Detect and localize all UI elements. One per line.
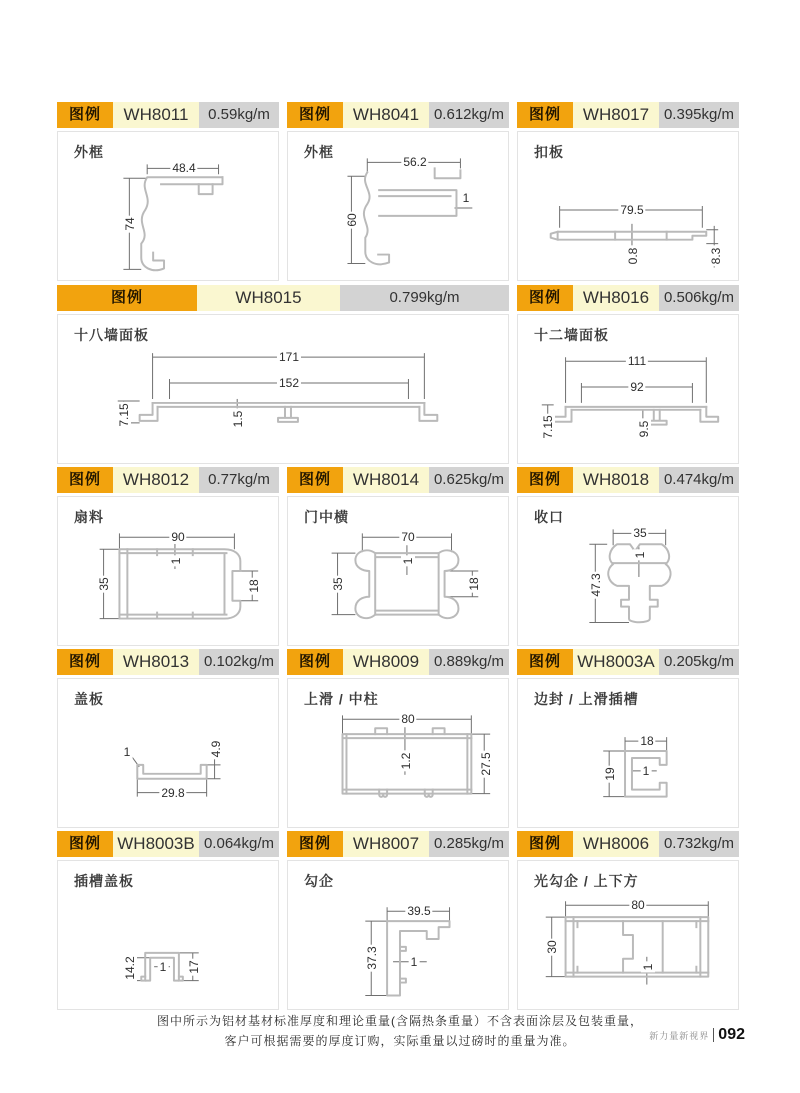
profile-card-wh8013 — [57, 649, 279, 828]
model-number: WH8014 — [343, 467, 429, 493]
legend-badge: 图例 — [57, 102, 113, 128]
legend-badge: 图例 — [517, 102, 573, 128]
profile-name: 门中横 — [304, 509, 349, 525]
profile-drawing — [518, 679, 738, 827]
model-number: WH8009 — [343, 649, 429, 675]
legend-badge: 图例 — [517, 467, 573, 493]
model-number: WH8041 — [343, 102, 429, 128]
profile-name: 扇料 — [74, 509, 104, 525]
dim-height: 19 — [603, 767, 617, 781]
brand-divider — [713, 1028, 714, 1042]
model-number: WH8006 — [573, 831, 659, 857]
dim-height: 7.15 — [541, 415, 555, 439]
card-header — [517, 831, 739, 857]
model-number: WH8015 — [197, 285, 340, 311]
weight-value: 0.799kg/m — [340, 285, 509, 311]
card-body — [517, 131, 739, 281]
model-number: WH8007 — [343, 831, 429, 857]
dim-thickness: 1 — [641, 963, 655, 971]
profile-drawing — [288, 861, 508, 1009]
profile-name: 外框 — [74, 144, 104, 160]
profile-card-wh8016 — [517, 285, 739, 464]
weight-value: 0.474kg/m — [659, 467, 739, 493]
dim-height: 4.9 — [209, 740, 223, 758]
card-header — [517, 649, 739, 675]
footer-note-line2: 客户可根据需要的厚度订购，实际重量以过磅时的重量为准。 — [224, 1034, 576, 1048]
dim-width-inner: 152 — [278, 376, 300, 390]
legend-badge: 图例 — [57, 285, 197, 311]
profile-card-wh8003b — [57, 831, 279, 1010]
weight-value: 0.064kg/m — [199, 831, 279, 857]
weight-value: 0.506kg/m — [659, 285, 739, 311]
profile-name: 十二墙面板 — [534, 327, 609, 343]
card-header — [517, 285, 739, 311]
card-header — [517, 467, 739, 493]
dim-thickness: 1 — [159, 960, 167, 974]
card-body — [57, 678, 279, 828]
dim-thickness: 1 — [410, 955, 418, 969]
card-header — [57, 285, 509, 311]
model-number: WH8013 — [113, 649, 199, 675]
model-number: WH8003B — [113, 831, 199, 857]
weight-value: 0.889kg/m — [429, 649, 509, 675]
dim-groove: 18 — [247, 579, 261, 593]
dim-width: 39.5 — [407, 904, 431, 918]
legend-badge: 图例 — [517, 285, 573, 311]
profile-drawing — [58, 861, 278, 1009]
weight-value: 0.732kg/m — [659, 831, 739, 857]
weight-value: 0.285kg/m — [429, 831, 509, 857]
dim-width: 35 — [633, 526, 647, 540]
legend-badge: 图例 — [57, 649, 113, 675]
card-header — [57, 649, 279, 675]
dim-thickness: 1 — [169, 557, 183, 565]
dim-height: 60 — [345, 213, 359, 227]
profile-card-wh8003a — [517, 649, 739, 828]
profile-card-wh8006 — [517, 831, 739, 1010]
profile-drawing — [288, 497, 508, 645]
dim-width: 18 — [640, 734, 654, 748]
dim-height: 35 — [97, 577, 111, 591]
card-body — [287, 860, 509, 1010]
dim-height: 8.3 — [709, 247, 723, 265]
profile-card-wh8017 — [517, 102, 739, 281]
dim-thickness: 1.5 — [231, 410, 245, 428]
card-body — [287, 131, 509, 281]
card-body — [287, 496, 509, 646]
dim-thickness: 0.8 — [626, 247, 640, 265]
profile-card-wh8012 — [57, 467, 279, 646]
weight-value: 0.205kg/m — [659, 649, 739, 675]
legend-badge: 图例 — [517, 831, 573, 857]
profile-drawing — [518, 497, 738, 645]
model-number: WH8018 — [573, 467, 659, 493]
legend-badge: 图例 — [287, 467, 343, 493]
dim-thickness: 1.2 — [399, 752, 413, 770]
dim-height-inner: 14.2 — [123, 956, 137, 980]
dim-height: 27.5 — [479, 752, 493, 776]
dim-width: 70 — [401, 530, 415, 544]
model-number: WH8011 — [113, 102, 199, 128]
profile-drawing — [288, 679, 508, 827]
dim-thickness: 1 — [633, 551, 647, 559]
card-body — [517, 860, 739, 1010]
card-header — [287, 831, 509, 857]
brand-name: 新力量新视界 — [649, 1030, 710, 1041]
card-header — [287, 649, 509, 675]
dim-height: 7.15 — [117, 403, 131, 427]
profile-name: 外框 — [304, 144, 334, 160]
dim-stem: 9.5 — [637, 420, 651, 438]
legend-badge: 图例 — [287, 102, 343, 128]
profile-name: 盖板 — [74, 691, 104, 707]
profile-name: 扣板 — [534, 144, 564, 160]
card-header — [287, 102, 509, 128]
profile-name: 上滑 / 中柱 — [304, 691, 379, 707]
profile-name: 勾企 — [304, 873, 334, 889]
profile-name: 收口 — [534, 509, 564, 525]
weight-value: 0.59kg/m — [199, 102, 279, 128]
dim-thickness: 1 — [642, 764, 650, 778]
card-header — [57, 831, 279, 857]
profile-card-wh8011 — [57, 102, 279, 281]
profile-card-wh8015 — [57, 285, 509, 464]
profile-name: 光勾企 / 上下方 — [534, 873, 639, 889]
card-body — [287, 678, 509, 828]
card-body — [517, 678, 739, 828]
model-number: WH8003A — [573, 649, 659, 675]
card-header — [287, 467, 509, 493]
weight-value: 0.395kg/m — [659, 102, 739, 128]
profile-drawing — [58, 497, 278, 645]
dim-height: 74 — [123, 217, 137, 231]
weight-value: 0.612kg/m — [429, 102, 509, 128]
dim-thickness: 1 — [123, 745, 131, 759]
model-number: WH8017 — [573, 102, 659, 128]
profile-card-wh8041 — [287, 102, 509, 281]
dim-width: 79.5 — [620, 203, 644, 217]
dim-width: 48.4 — [172, 161, 196, 175]
card-header — [57, 102, 279, 128]
card-body — [57, 314, 509, 464]
dim-height: 37.3 — [365, 946, 379, 970]
model-number: WH8016 — [573, 285, 659, 311]
card-header — [57, 467, 279, 493]
card-header — [517, 102, 739, 128]
profile-card-wh8018 — [517, 467, 739, 646]
legend-badge: 图例 — [287, 649, 343, 675]
profile-card-wh8014 — [287, 467, 509, 646]
dim-width-outer: 111 — [627, 354, 647, 368]
dim-height: 30 — [545, 940, 559, 954]
card-body — [517, 496, 739, 646]
card-body — [57, 131, 279, 281]
dim-height: 35 — [331, 577, 345, 591]
profile-card-wh8009 — [287, 649, 509, 828]
profile-card-wh8007 — [287, 831, 509, 1010]
dim-width-outer: 171 — [278, 350, 300, 364]
profile-drawing — [58, 132, 278, 280]
dim-width: 90 — [171, 530, 185, 544]
dim-width: 56.2 — [403, 155, 427, 169]
dim-groove: 18 — [467, 577, 481, 591]
page-number: 092 — [718, 1026, 745, 1043]
legend-badge: 图例 — [57, 831, 113, 857]
dim-thickness: 1 — [462, 191, 470, 205]
weight-value: 0.102kg/m — [199, 649, 279, 675]
card-body — [57, 496, 279, 646]
card-body — [517, 314, 739, 464]
profile-name: 边封 / 上滑插槽 — [534, 691, 639, 707]
legend-badge: 图例 — [287, 831, 343, 857]
dim-thickness: 1 — [401, 557, 415, 565]
card-body — [57, 860, 279, 1010]
profile-drawing — [288, 132, 508, 280]
dim-width: 29.8 — [161, 786, 185, 800]
profile-name: 十八墙面板 — [74, 327, 149, 343]
dim-height: 47.3 — [589, 573, 603, 597]
dim-width-inner: 92 — [630, 380, 644, 394]
footer-brand — [649, 1026, 745, 1044]
legend-badge: 图例 — [517, 649, 573, 675]
profile-name: 插槽盖板 — [74, 873, 134, 889]
model-number: WH8012 — [113, 467, 199, 493]
footer-note-line1: 图中所示为铝材基材标准厚度和理论重量(含隔热条重量）不含表面涂层及包装重量， — [157, 1014, 643, 1028]
profile-drawing — [518, 861, 738, 1009]
weight-value: 0.77kg/m — [199, 467, 279, 493]
legend-badge: 图例 — [57, 467, 113, 493]
dim-width: 80 — [401, 712, 415, 726]
profile-drawing — [58, 679, 278, 827]
dim-height-outer: 17 — [187, 960, 201, 974]
weight-value: 0.625kg/m — [429, 467, 509, 493]
dim-width: 80 — [631, 898, 645, 912]
